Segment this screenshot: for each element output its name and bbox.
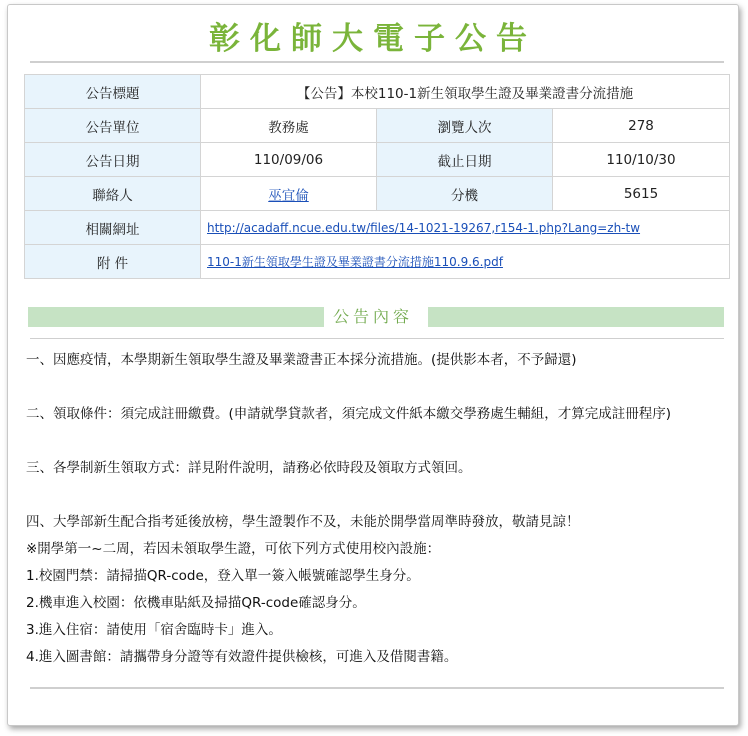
announcement-frame <box>7 4 739 726</box>
deadline-value: 110/10/30 <box>553 143 730 177</box>
content-paragraph: 4.進入圖書館：請攜帶身分證等有效證件提供檢核，可進入及借閱書籍。 <box>26 649 458 665</box>
contact-label: 聯絡人 <box>25 177 201 211</box>
date-value: 110/09/06 <box>201 143 377 177</box>
table-row <box>25 75 730 109</box>
content-paragraph: ※開學第一~二周，若因未領取學生證，可依下列方式使用校內設施： <box>26 541 441 557</box>
unit-value: 教務處 <box>201 109 377 143</box>
deadline-label: 截止日期 <box>377 143 553 177</box>
title-divider <box>30 61 724 63</box>
contact-link[interactable]: 巫宜倫 <box>268 187 309 204</box>
table-row <box>25 109 730 143</box>
section-title <box>8 304 738 327</box>
attachment-label: 附 件 <box>25 245 201 279</box>
section-title-text: 公告內容 <box>329 307 417 326</box>
views-label: 瀏覽人次 <box>377 109 553 143</box>
ext-label: 分機 <box>377 177 553 211</box>
announcement-info-table <box>24 74 730 279</box>
content-paragraph: 四、大學部新生配合指考延後放榜，學生證製作不及，未能於開學當周準時發放，敬請見諒！ <box>26 514 580 530</box>
site-title: 彰化師大電子公告 <box>209 21 537 57</box>
attachment-cell <box>201 245 730 279</box>
section-divider <box>30 338 724 339</box>
table-row <box>25 177 730 211</box>
date-label: 公告日期 <box>25 143 201 177</box>
related-url-link[interactable]: http://acadaff.ncue.edu.tw/files/14-1021-19267,r154-1.php?Lang=zh-tw <box>207 220 641 235</box>
content-paragraph: 1.校園門禁：請掃描QR-code，登入單一簽入帳號確認學生身分。 <box>26 568 420 584</box>
content-paragraph: 3.進入住宿：請使用「宿舍臨時卡」進入。 <box>26 622 282 638</box>
announcement-content <box>26 347 736 671</box>
url-cell <box>201 211 730 245</box>
content-paragraph: 三、各學制新生領取方式：詳見附件說明，請務必依時段及領取方式領回。 <box>26 460 472 476</box>
table-row <box>25 143 730 177</box>
title-label: 公告標題 <box>25 75 201 109</box>
attachment-link[interactable]: 110-1新生領取學生證及畢業證書分流措施110.9.6.pdf <box>207 255 503 269</box>
unit-label: 公告單位 <box>25 109 201 143</box>
url-label: 相關網址 <box>25 211 201 245</box>
title-value: 【公告】本校110-1新生領取學生證及畢業證書分流措施 <box>201 75 730 109</box>
contact-cell <box>201 177 377 211</box>
content-paragraph: 一、因應疫情，本學期新生領取學生證及畢業證書正本採分流措施。(提供影本者，不予歸還) <box>26 352 577 368</box>
ext-value: 5615 <box>553 177 730 211</box>
content-paragraph: 2.機車進入校園：依機車貼紙及掃描QR-code確認身分。 <box>26 595 366 611</box>
table-row <box>25 211 730 245</box>
bottom-divider <box>30 687 724 689</box>
table-row <box>25 245 730 279</box>
content-paragraph: 二、領取條件：須完成註冊繳費。(申請就學貸款者，須完成文件紙本繳交學務處生輔組，才算完成註冊程序) <box>26 406 672 422</box>
views-value: 278 <box>553 109 730 143</box>
